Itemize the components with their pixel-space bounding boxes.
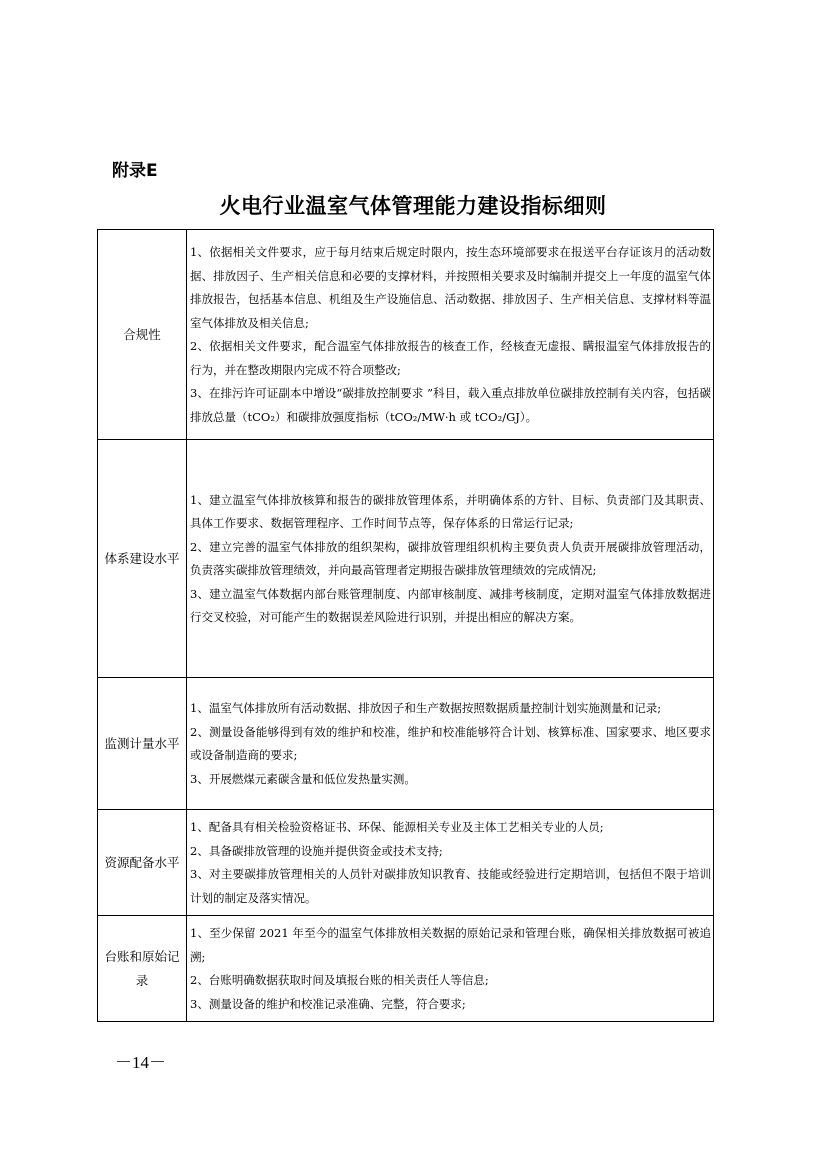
list-item: 1、依据相关文件要求，应于每月结束后规定时限内，按生态环境部要求在报送平台存证该月的活动数据、排放因子、生产相关信息和必要的支撑材料，并按照相关要求及时编制并提交上一年度的温室气体排放报告，包括基本信息、机组及生产设施信息、活动数据、排放因子、生产相关信息、支撑材料等温室气体排放及相关信息; (190, 245, 711, 330)
list-item: 1、至少保留 2021 年至今的温室气体排放相关数据的原始记录和管理台账，确保相关排放数据可被追溯; (190, 926, 711, 964)
list-item: 1、配备具有相关检验资格证书、环保、能源相关专业及主体工艺相关专业的人员; (190, 820, 604, 834)
list-item: 3、对主要碳排放管理相关的人员针对碳排放知识教育、技能或经验进行定期培训，包括但不限于培训计划的制定及落实情况。 (190, 867, 711, 905)
appendix-label: 附录E (112, 161, 158, 181)
row-label: 合规性 (98, 230, 187, 440)
list-item: 1、建立温室气体排放核算和报告的碳排放管理体系，并明确体系的方针、目标、负责部门及其职责、具体工作要求、数据管理程序、工作时间节点等，保存体系的日常运行记录; (190, 492, 711, 530)
row-content (187, 916, 714, 1022)
list-item: 3、建立温室气体数据内部台账管理制度、内部审核制度、减排考核制度，定期对温室气体排放数据进行交叉校验，对可能产生的数据误差风险进行识别，并提出相应的解决方案。 (190, 586, 711, 624)
list-item: 3、开展燃煤元素碳含量和低位发热量实测。 (190, 771, 416, 786)
page-title: 火电行业温室气体管理能力建设指标细则 (219, 194, 607, 218)
table-row (98, 678, 714, 810)
list-item: 2、台账明确数据获取时间及填报台账的相关责任人等信息; (190, 973, 489, 987)
row-label: 资源配备水平 (98, 810, 187, 916)
row-label: 监测计量水平 (98, 678, 187, 810)
row-label: 台账和原始记录 (98, 916, 187, 1022)
row-content (187, 810, 714, 916)
table-row (98, 440, 714, 678)
list-item: 2、具备碳排放管理的设施并提供资金或技术支持; (190, 843, 443, 858)
row-content (187, 230, 714, 440)
list-item: 2、建立完善的温室气体排放的组织架构，碳排放管理组织机构主要负责人负责开展碳排放管理活动，负责落实碳排放管理绩效，并向最高管理者定期报告碳排放管理绩效的完成情况; (190, 539, 711, 577)
list-item: 1、温室气体排放所有活动数据、排放因子和生产数据按照数据质量控制计划实施测量和记录; (190, 701, 662, 715)
list-item: 2、依据相关文件要求，配合温室气体排放报告的核查工作，经核查无虚报、瞒报温室气体排放报告的行为，并在整改期限内完成不符合项整改; (190, 339, 711, 377)
list-item: 2、测量设备能够得到有效的维护和校准，维护和校准能够符合计划、核算标准、国家要求、地区要求或设备制造商的要求; (190, 724, 711, 762)
table-row (98, 810, 714, 916)
list-item: 3、测量设备的维护和校准记录准确、完整，符合要求; (190, 996, 466, 1011)
table-row (98, 916, 714, 1022)
row-label: 体系建设水平 (98, 440, 187, 678)
page-number: －14－ (115, 1053, 166, 1072)
row-content (187, 440, 714, 678)
list-item: 3、在排污许可证副本中增设“碳排放控制要求 ”科目，载入重点排放单位碳排放控制有关内容，包括碳排放总量（tCO₂）和碳排放强度指标（tCO₂/MW·h 或 tCO₂/GJ）。 (190, 386, 711, 424)
row-content (187, 678, 714, 810)
indicator-table (97, 229, 714, 1022)
table-row (98, 230, 714, 440)
